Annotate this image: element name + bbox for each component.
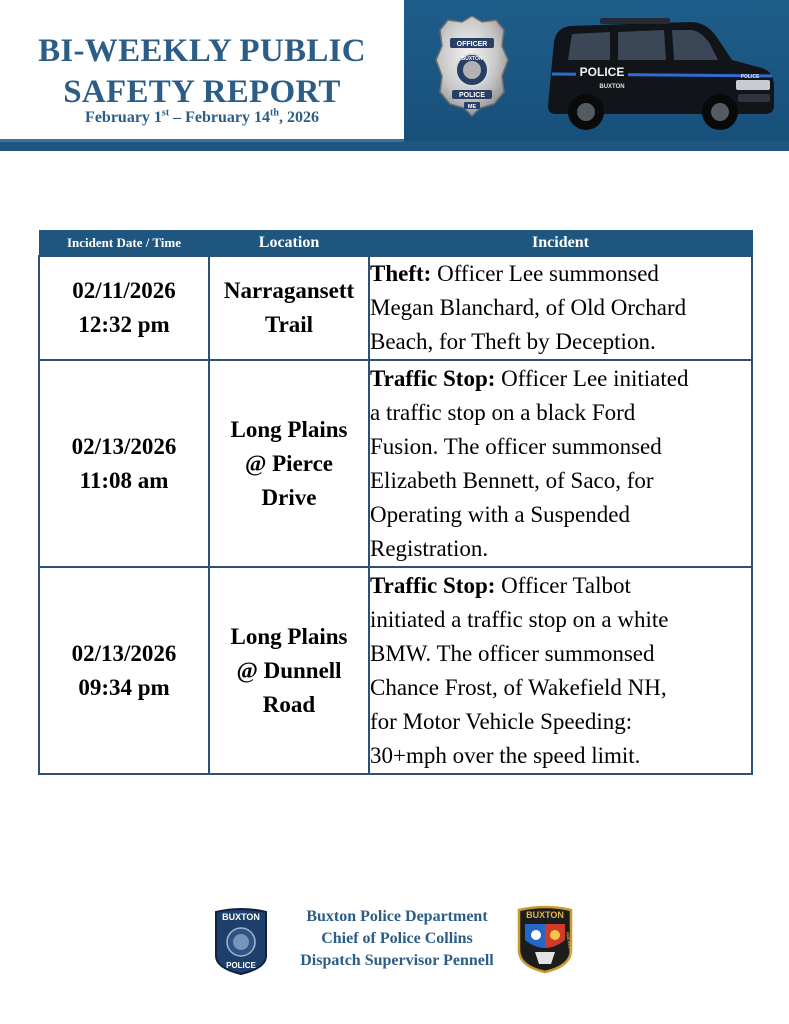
incident-text-line: Operating with a Suspended xyxy=(370,501,630,527)
vehicle-door-subtext: BUXTON xyxy=(599,84,625,90)
police-patch-bottom-text: POLICE xyxy=(226,961,256,970)
vehicle-hood-text: POLICE xyxy=(740,74,760,80)
incident-text-line: a traffic stop on a black Ford xyxy=(370,399,636,425)
date-end: February 14 xyxy=(185,109,271,126)
incident-date-time-cell xyxy=(39,567,209,774)
incident-text-line: Beach, for Theft by Deception. xyxy=(370,329,656,354)
date-start-suffix: st xyxy=(161,107,170,119)
fire-patch-side-text: FIRE RESCUE xyxy=(564,931,573,956)
location-line: @ Pierce xyxy=(244,450,333,476)
report-date-range xyxy=(0,108,404,128)
incident-time: 12:32 pm xyxy=(78,312,170,337)
incident-description-cell xyxy=(369,567,752,774)
incident-text-line: Officer Lee summonsed xyxy=(431,261,659,286)
column-header-location: Location xyxy=(209,231,369,257)
incident-text-line: Officer Lee initiated xyxy=(495,365,689,391)
incident-text-line: for Motor Vehicle Speeding: xyxy=(370,708,633,734)
badge-bottom-text: POLICE xyxy=(458,92,486,99)
footer-department: Buxton Police Department xyxy=(306,908,488,925)
badge-middle-text: BUXTON xyxy=(461,56,483,62)
police-badge-icon xyxy=(432,12,512,122)
fire-rescue-patch-icon xyxy=(515,904,575,974)
location-line: Drive xyxy=(261,484,317,510)
incident-type: Theft: xyxy=(370,261,432,286)
location-line: Long Plains xyxy=(230,416,348,442)
incident-location-cell xyxy=(209,256,369,360)
incident-time: 11:08 am xyxy=(79,467,169,493)
police-vehicle-icon xyxy=(540,14,780,136)
incident-date: 02/13/2026 xyxy=(71,433,177,459)
incident-text-line: Chance Frost, of Wakefield NH, xyxy=(370,674,667,700)
incident-text-line: Registration. xyxy=(370,535,489,561)
date-year: , 2026 xyxy=(278,109,319,126)
incident-time: 09:34 pm xyxy=(78,674,170,700)
incident-text-line: 30+mph over the speed limit. xyxy=(370,742,641,768)
table-header-row xyxy=(39,231,752,257)
incident-table xyxy=(38,230,753,775)
police-patch-icon xyxy=(212,906,270,976)
date-end-suffix: th xyxy=(270,107,279,119)
footer-dispatch: Dispatch Supervisor Pennell xyxy=(300,952,494,969)
incident-description-cell xyxy=(369,256,752,360)
column-header-incident: Incident xyxy=(369,231,752,257)
incident-text-line: Fusion. The officer summonsed xyxy=(370,433,662,459)
header-image-panel xyxy=(404,0,789,141)
incident-date: 02/11/2026 xyxy=(72,278,176,303)
incident-date-time-cell xyxy=(39,360,209,567)
date-start: February 1 xyxy=(85,109,162,126)
location-line: Trail xyxy=(264,312,314,337)
report-title-line-1: BI-WEEKLY PUBLIC xyxy=(38,33,366,69)
incident-type: Traffic Stop: xyxy=(370,365,496,391)
incident-description-cell xyxy=(369,360,752,567)
vehicle-door-text: POLICE xyxy=(579,65,625,79)
location-line: Narragansett xyxy=(223,278,355,303)
location-line: Road xyxy=(262,691,316,717)
column-header-date-time: Incident Date / Time xyxy=(39,231,209,257)
fire-patch-top-text: BUXTON xyxy=(526,910,564,920)
incident-date-time-cell xyxy=(39,256,209,360)
badge-state-text: ME xyxy=(467,104,477,110)
table-row xyxy=(39,360,752,567)
table-row xyxy=(39,256,752,360)
location-line: Long Plains xyxy=(230,623,348,649)
incident-text-line: Elizabeth Bennett, of Saco, for xyxy=(370,467,654,493)
incident-location-cell xyxy=(209,567,369,774)
footer-chief: Chief of Police Collins xyxy=(321,930,473,947)
report-title-line-2: SAFETY REPORT xyxy=(63,74,341,110)
header-accent-stripe xyxy=(0,139,404,142)
incident-text-line: initiated a traffic stop on a white xyxy=(370,606,669,632)
incident-text-line: BMW. The officer summonsed xyxy=(370,640,655,666)
location-line: @ Dunnell xyxy=(236,657,342,683)
header-bottom-stripe xyxy=(0,141,789,151)
date-separator: – xyxy=(169,109,186,126)
incident-type: Traffic Stop: xyxy=(370,572,496,598)
police-patch-top-text: BUXTON xyxy=(222,912,260,922)
incident-date: 02/13/2026 xyxy=(71,640,177,666)
incident-text-line: Officer Talbot xyxy=(495,572,631,598)
badge-top-text: OFFICER xyxy=(456,41,488,48)
incident-text-line: Megan Blanchard, of Old Orchard xyxy=(370,295,687,320)
table-row xyxy=(39,567,752,774)
footer-credits xyxy=(270,906,524,972)
header-title-panel xyxy=(0,0,404,141)
incident-location-cell xyxy=(209,360,369,567)
